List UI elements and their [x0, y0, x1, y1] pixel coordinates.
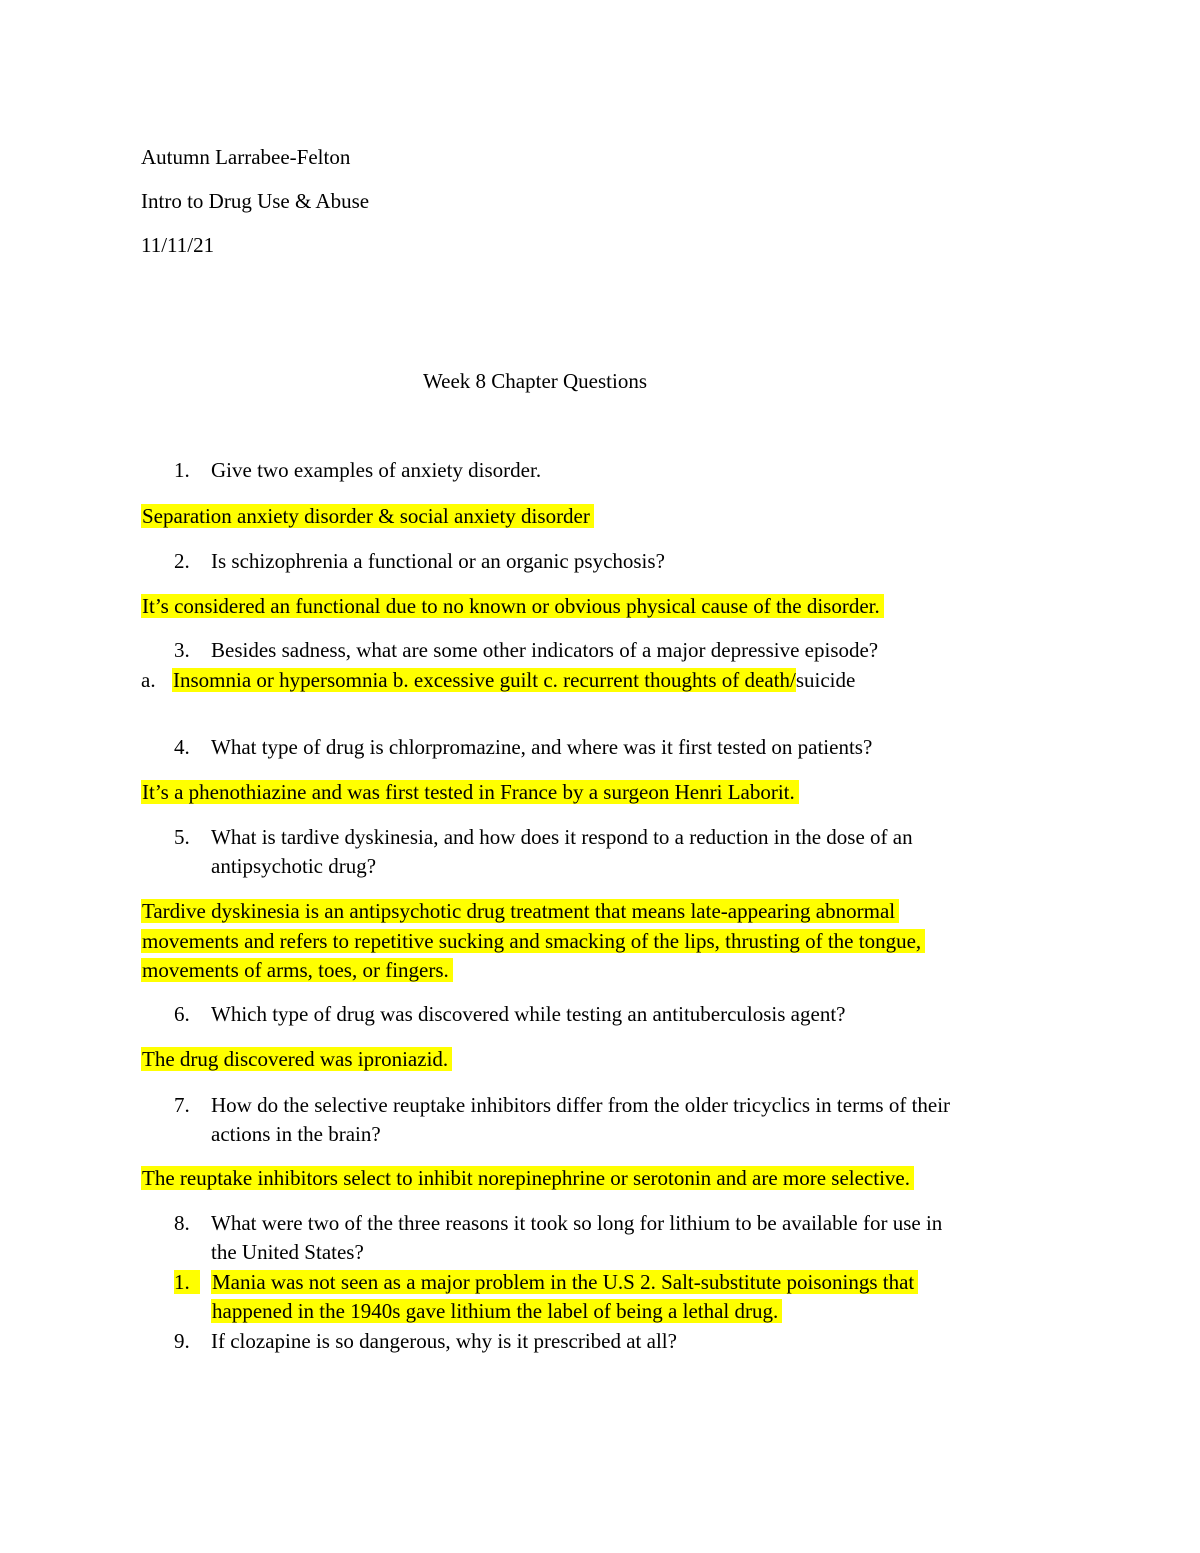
answer-1 [141, 501, 594, 531]
answer-text-line-2: movements and refers to repetitive sucking and smacking of the lips, thrusting of the tongue, [141, 929, 925, 953]
question-text-line-1: How do the selective reuptake inhibitors differ from the older tricyclics in terms of their [211, 1093, 951, 1117]
question-number: 7. [174, 1093, 190, 1117]
answer-text: Separation anxiety disorder & social anxiety disorder [141, 504, 594, 528]
answer-text-line-3: movements of arms, toes, or fingers. [141, 958, 453, 982]
question-number: 9. [174, 1329, 190, 1353]
answer-text-line-1: Mania was not seen as a major problem in the U.S 2. Salt-substitute poisonings that [211, 1270, 918, 1294]
course-name: Intro to Drug Use & Abuse [141, 189, 370, 213]
question-number: 4. [174, 735, 190, 759]
question-text: What type of drug is chlorpromazine, and where was it first tested on patients? [211, 735, 873, 759]
answer-text-line-1: Tardive dyskinesia is an antipsychotic drug treatment that means late-appearing abnormal [141, 899, 899, 923]
answer-marker: 1. [174, 1270, 200, 1294]
answer-text: The drug discovered was iproniazid. [141, 1047, 452, 1071]
answer-text [172, 665, 855, 695]
answer-text: It’s a phenothiazine and was first tested in France by a surgeon Henri Laborit. [141, 780, 799, 804]
answer-text-line-2: happened in the 1940s gave lithium the label of being a lethal drug. [211, 1299, 782, 1323]
answer-7 [141, 1163, 914, 1193]
document-title: Week 8 Chapter Questions [423, 369, 648, 393]
question-text: Which type of drug was discovered while testing an antituberculosis agent? [211, 1002, 846, 1026]
question-number: 2. [174, 549, 190, 573]
question-text: Give two examples of anxiety disorder. [211, 458, 542, 482]
question-number: 6. [174, 1002, 190, 1026]
question-number: 3. [174, 638, 190, 662]
question-text-line-2: antipsychotic drug? [211, 854, 377, 878]
answer-plain-text: suicide [795, 668, 856, 692]
answer-6 [141, 1044, 452, 1074]
answer-text: The reuptake inhibitors select to inhibit norepinephrine or serotonin and are more selective. [141, 1166, 914, 1190]
question-text-line-2: the United States? [211, 1240, 364, 1264]
question-text: If clozapine is so dangerous, why is it prescribed at all? [211, 1329, 677, 1353]
question-number: 1. [174, 458, 190, 482]
question-text-line-2: actions in the brain? [211, 1122, 381, 1146]
question-number: 5. [174, 825, 190, 849]
answer-text: It’s considered an functional due to no known or obvious physical cause of the disorder. [141, 594, 884, 618]
question-text-line-1: What were two of the three reasons it took so long for lithium to be available for use in [211, 1211, 943, 1235]
answer-highlighted-text: Insomnia or hypersomnia b. excessive guilt c. recurrent thoughts of death/ [173, 668, 796, 692]
answer-marker: a. [141, 668, 156, 692]
document-date: 11/11/21 [141, 233, 215, 257]
answer-2 [141, 591, 884, 621]
question-text: Besides sadness, what are some other indicators of a major depressive episode? [211, 638, 879, 662]
answer-4 [141, 777, 799, 807]
question-number: 8. [174, 1211, 190, 1235]
question-text-line-1: What is tardive dyskinesia, and how does it respond to a reduction in the dose of an [211, 825, 913, 849]
author-name: Autumn Larrabee-Felton [141, 145, 351, 169]
question-text: Is schizophrenia a functional or an organic psychosis? [211, 549, 665, 573]
